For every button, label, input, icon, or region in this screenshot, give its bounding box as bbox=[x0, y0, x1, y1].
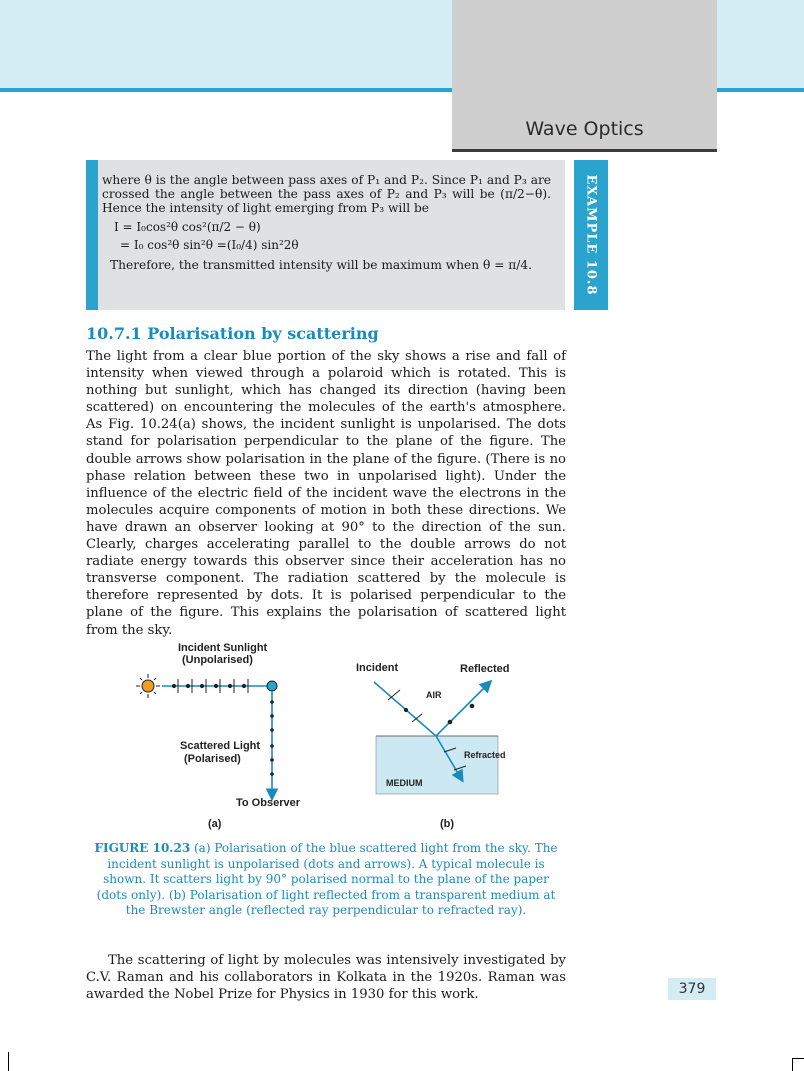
reflected-ray bbox=[436, 682, 490, 736]
fig-b-medium-label: MEDIUM bbox=[386, 778, 423, 788]
fig-a-scattered-sub: (Polarised) bbox=[184, 753, 241, 765]
example-tab bbox=[574, 160, 608, 310]
caption-label: FIGURE 10.23 bbox=[94, 841, 191, 855]
fig-a-scattered-label: Scattered Light bbox=[180, 740, 261, 752]
fig-b-refracted-label: Refracted bbox=[464, 750, 506, 760]
fig-b-panel-label: (b) bbox=[440, 818, 455, 830]
example-conclusion: Therefore, the transmitted intensity will be maximum when θ = π/4. bbox=[110, 257, 533, 272]
example-text: where θ is the angle between pass axes of P₁ and P₂. Since P₁ and P₃ are crossed the angle between the pass axes of P₂ and P₃ will be (π/2−θ). Hence the intensity of light emerging from P₃ will be bbox=[102, 173, 551, 215]
equation-2: = I₀ cos²θ sin²θ =(I₀/4) sin²2θ bbox=[120, 238, 299, 253]
molecule bbox=[267, 681, 277, 691]
crop-mark-right-h bbox=[792, 1058, 804, 1059]
caption-text: (a) Polarisation of the blue scattered light from the sky. The incident sunlight is unpolarised (dots and arrows). A typical molecule is shown. It scatters light by 90° polarised normal to the plane of the paper (dots only). (b) Polarisation of light reflected from a transparent medium at the Brewster angle (reflected ray perpendicular to refracted ray). bbox=[96, 841, 558, 918]
figure-10-23 bbox=[130, 640, 530, 840]
fig-a-incident-sub: (Unpolarised) bbox=[182, 654, 253, 666]
crop-mark-right-v bbox=[792, 1058, 793, 1071]
header-underline bbox=[452, 149, 717, 152]
example-tab-label: EXAMPLE 10.8 bbox=[583, 174, 599, 296]
fig-b-air-label: AIR bbox=[426, 690, 442, 700]
fig-b-incident-label: Incident bbox=[356, 662, 399, 674]
figure-caption bbox=[86, 841, 566, 919]
section-heading: 10.7.1 Polarisation by scattering bbox=[86, 324, 379, 343]
sun-icon bbox=[136, 674, 160, 698]
fig-a-observer-label: To Observer bbox=[236, 797, 300, 809]
crop-mark-left bbox=[8, 1052, 9, 1071]
example-box bbox=[86, 160, 565, 310]
equation-1: I = I₀cos²θ cos²(π/2 − θ) bbox=[114, 220, 261, 235]
page-number: 379 bbox=[668, 978, 716, 1000]
fig-a-incident-label: Incident Sunlight bbox=[178, 642, 268, 654]
body-paragraph: The light from a clear blue portion of the sky shows a rise and fall of intensity when viewed through a polaroid which is rotated. This is nothing but sunlight, which has changed its direction (having been scattered) on encountering the molecules of the earth's atmosphere. As Fig. 10.24(a) shows, the incident sunlight is unpolarised. The dots stand for polarisation perpendicular to the plane of the figure. The double arrows show polarisation in the plane of the figure. (There is no phase relation between these two in unpolarised light). Under the influence of the electric field of the incident wave the electrons in the molecules acquire components of motion in both these directions. We have drawn an observer looking at 90° to the direction of the sun. Clearly, charges accelerating parallel to the double arrows do not radiate energy towards this observer since their acceleration has no transverse component. The radiation scattered by the molecule is therefore represented by dots. It is polarised perpendicular to the plane of the figure. This explains the polarisation of scattered light from the sky. bbox=[86, 349, 566, 638]
fig-b-reflected-label: Reflected bbox=[460, 663, 510, 675]
closing-paragraph: The scattering of light by molecules was intensively investigated by C.V. Raman and his collaborators in Kolkata in the 1920s. Raman was awarded the Nobel Prize for Physics in 1930 for this work. bbox=[86, 953, 566, 1003]
chapter-title: Wave Optics bbox=[525, 118, 644, 140]
fig-a-panel-label: (a) bbox=[208, 818, 222, 830]
